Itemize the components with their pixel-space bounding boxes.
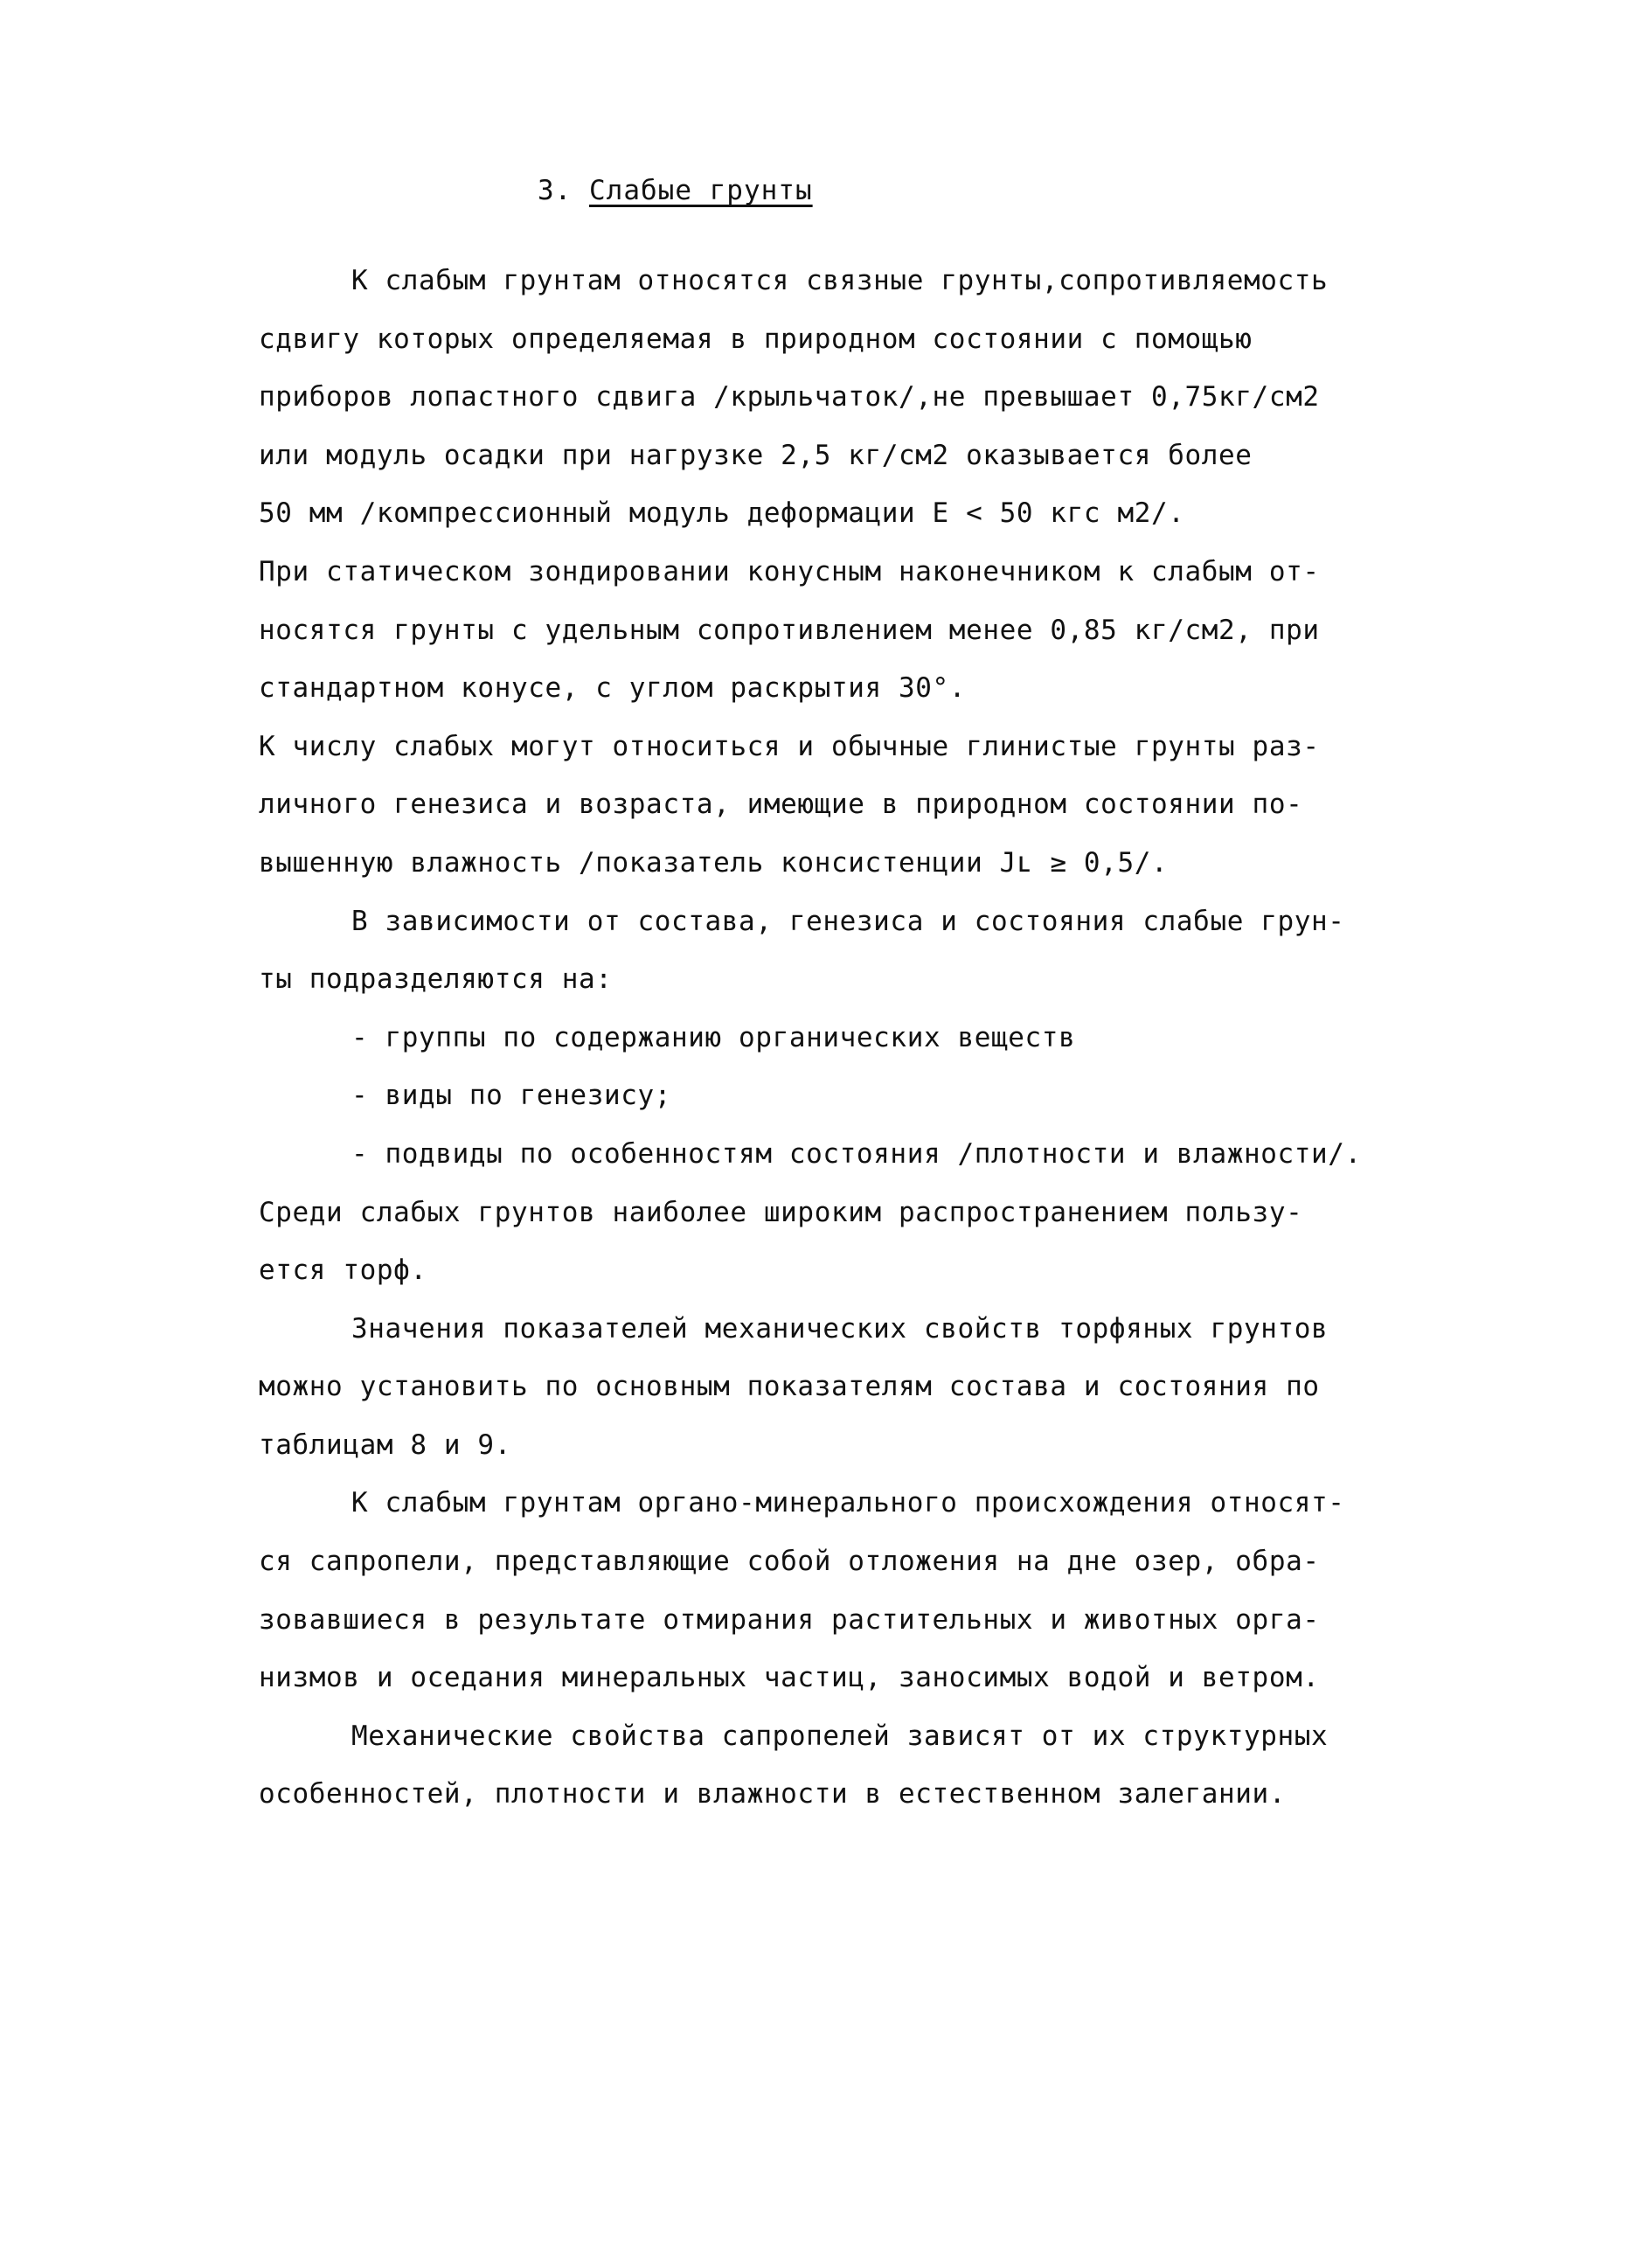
text-line: приборов лопастного сдвига /крыльчаток/,не превышает 0,75кг/см2 [259,381,1320,414]
text-line: особенностей, плотности и влажности в естественном залегании. [259,1778,1287,1811]
text-line: Значения показателей механических свойств торфяных грунтов [351,1312,1329,1345]
text-line: ты подразделяются на: [259,963,613,996]
text-line: - группы по содержанию органических веществ [351,1021,1076,1053]
text-line: Среди слабых грунтов наиболее широким распространением пользу- [259,1196,1303,1228]
section-number: 3. [538,175,573,206]
text-line: К слабым грунтам относятся связные грунты,сопротивляемость [351,265,1329,296]
text-line: 50 мм /компрессионный модуль деформации E < 50 кгс м2/. [259,497,1185,530]
text-line: Механические свойства сапропелей зависят от их структурных [351,1720,1329,1752]
text-line: можно установить по основным показателям состава и состояния по [259,1371,1320,1403]
text-line: стандартном конусе, с углом раскрытия 30°. [259,672,967,705]
text-line: - виды по генезису; [351,1080,672,1112]
section-title: Слабые грунты [589,175,813,206]
text-line: личного генезиса и возраста, имеющие в природном состоянии по- [259,789,1303,821]
text-line: или модуль осадки при нагрузке 2,5 кг/см2 оказывается более [259,439,1253,471]
text-line: - подвиды по особенностям состояния /плотности и влажности/. [351,1137,1362,1170]
text-line: К слабым грунтам органо-минерального происхождения относят- [351,1487,1345,1519]
text-line: низмов и оседания минеральных частиц, заносимых водой и ветром. [259,1662,1320,1694]
text-line: ется торф. [259,1255,427,1287]
text-line: сдвигу которых определяемая в природном состоянии с помощью [259,323,1253,355]
text-line: К числу слабых могут относиться и обычные глинистые грунты раз- [259,730,1320,762]
text-line: зовавшиеся в результате отмирания растительных и животных орга- [259,1603,1320,1636]
body-text [259,252,1465,1824]
text-line: вышенную влажность /показатель консистенции Jʟ ≥ 0,5/. [259,846,1169,879]
section-heading [538,175,813,206]
text-line: При статическом зондировании конусным наконечником к слабым от- [259,555,1320,587]
text-line: таблицам 8 и 9. [259,1428,511,1461]
text-line: ся сапропели, представляющие собой отложения на дне озер, обра- [259,1546,1320,1578]
text-line: носятся грунты с удельным сопротивлением менее 0,85 кг/см2, при [259,614,1320,646]
text-line: В зависимости от состава, генезиса и состояния слабые грун- [351,905,1345,937]
